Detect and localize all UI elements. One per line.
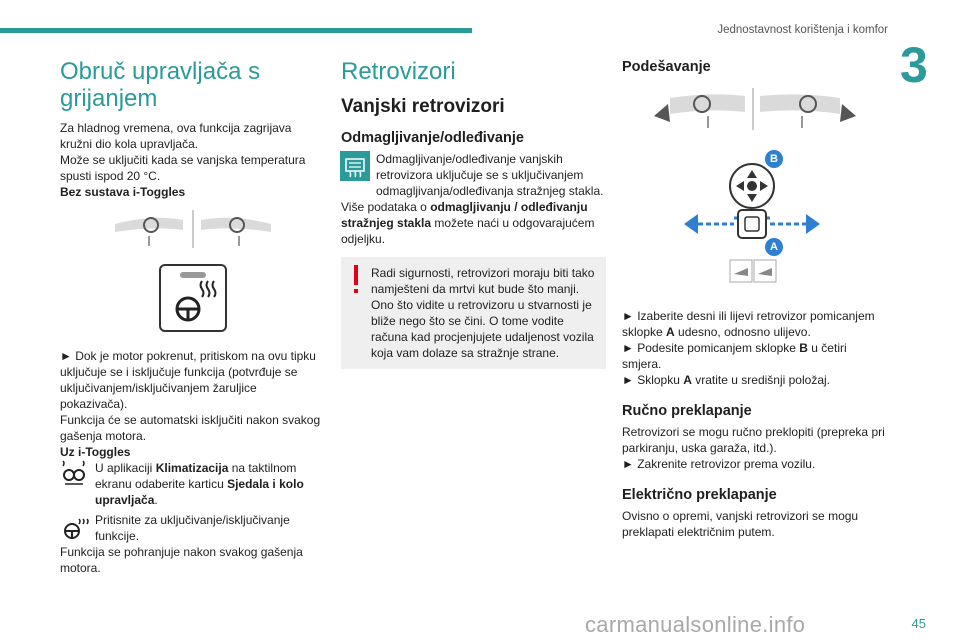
section-title: Retrovizori [341,58,456,85]
adjustment-title: Podešavanje [622,59,711,75]
label-a-badge: A [765,238,783,256]
electric-fold-text: Ovisno o opremi, vanjski retrovizori se mogu preklapati električnim putem. [622,509,859,539]
section-title: Obruč upravljača s grijanjem [60,58,261,112]
safety-warning-box [341,257,606,369]
app-text-c: na taktilnom ekranu odaberite karticu [95,461,297,491]
climate-app-icon [59,460,89,490]
column-mirrors: Retrovizori Vanjski retrovizori Odmagljivanje/odleđivanje Odmagljivanje/odleđivanje vanjskih retrovizora uključuje se s uključivanjem odmagljivanja/odleđivanja stražnjeg stakla. Više podataka o odmagljivanju / odleđivanju stražnjeg stakla možete naći u odgovarajućem odjeljku. Radi sigurnosti, retrovizori moraju biti tako namješteni da mrtvi kut bude što manji. Ono što vidite u retrovizoru u stvarnosti je bliže nego što se čini. O tome vodite računa kad procjenjujete udaljenost vozila koja vam dolaze sa stražnje strane. [341,58,606,369]
running-header: Jednostavnost korištenja i komfor [717,24,888,36]
without-toggles-label: Bez sustava i-Toggles [60,185,186,199]
saved-text: Funkcija se pohranjuje nakon svakog gašenja motora. [60,545,303,575]
defog-instruction [341,151,606,199]
heated-wheel-icon [59,512,89,542]
rear-defrost-icon [340,151,370,181]
electric-fold-title: Električno preklapanje [622,487,777,503]
column-heated-steering-wheel [60,58,325,576]
step-center-switch: ► Sklopku A vratite u središnji položaj. [622,373,830,387]
mirror-control-diagram [622,148,887,298]
warning-icon [351,265,361,295]
defog-reference: odmagljivanju / odleđivanju stražnjeg stakla [341,200,588,230]
instruction-step: ► Dok je motor pokrenut, pritiskom na ovu tipku uključuje se i isključuje funkcija (potvrđuje se uključivanjem/isključivanjem žaruljice pokazivača). [60,349,316,411]
page-number: 45 [911,616,926,631]
watermark: carmanualsonline.info [585,612,806,637]
press-text: Pritisnite za uključivanje/isključivanje funkcije. [95,513,290,543]
intro-text: Za hladnog vremena, ova funkcija zagrijava kružni dio kola upravljača. [60,121,292,151]
heated-wheel-button-illustration [60,258,325,338]
label-b-badge: B [765,150,783,168]
header-accent-bar [0,28,472,33]
step-adjust-mirror: ► Podesite pomicanjem sklopke B u četiri smjera. [622,341,847,371]
press-instruction [60,512,325,544]
chapter-number: 3 [900,37,928,93]
manual-fold-title: Ručno preklapanje [622,403,752,419]
climate-app-name: Klimatizacija [155,461,229,475]
app-text-a: U aplikaciji [95,461,156,475]
seats-tab-name: Sjedala i kolo upravljača [95,477,304,507]
mirror-selector-illustration [622,84,887,136]
warning-text: Radi sigurnosti, retrovizori moraju biti tako namješteni da mrtvi kut bude što manji. Ono što vidite u retrovizoru u stvarnosti je bliže nego što se čini. O tome vodite računa kad procjenjujete udaljenost vozila koja vam dolaze sa stražnje strane. [371,266,595,360]
manual-fold-text: Retrovizori se mogu ručno preklopiti (prepreka pri parkiranju, uska garaža, itd.). [622,425,885,455]
defog-title: Odmagljivanje/odleđivanje [341,130,524,146]
with-toggles-label: Uz i-Toggles [60,445,131,459]
defog-text: Odmagljivanje/odleđivanje vanjskih retrovizora uključuje se s uključivanjem odmagljivanja/odleđivanja stražnjeg stakla. [376,152,604,198]
subsection-title: Vanjski retrovizori [341,96,505,117]
intro-text-2: Može se uključiti kada se vanjska temperatura spusti ispod 20 °C. [60,153,306,183]
auto-off-text: Funkcija će se automatski isključiti nakon svakog gašenja motora. [60,413,321,443]
step-select-mirror: ► Izaberite desni ili lijevi retrovizor pomicanjem sklopke A udesno, odnosno ulijevo. [622,309,875,339]
steering-wheel-illustration [60,206,325,254]
column-adjustment [622,58,887,540]
app-instruction: U aplikaciji Klimatizacija na taktilnom ekranu odaberite karticu Sjedala i kolo upravljača. [60,460,325,508]
manual-fold-step: ► Zakrenite retrovizor prema vozilu. [622,457,816,471]
